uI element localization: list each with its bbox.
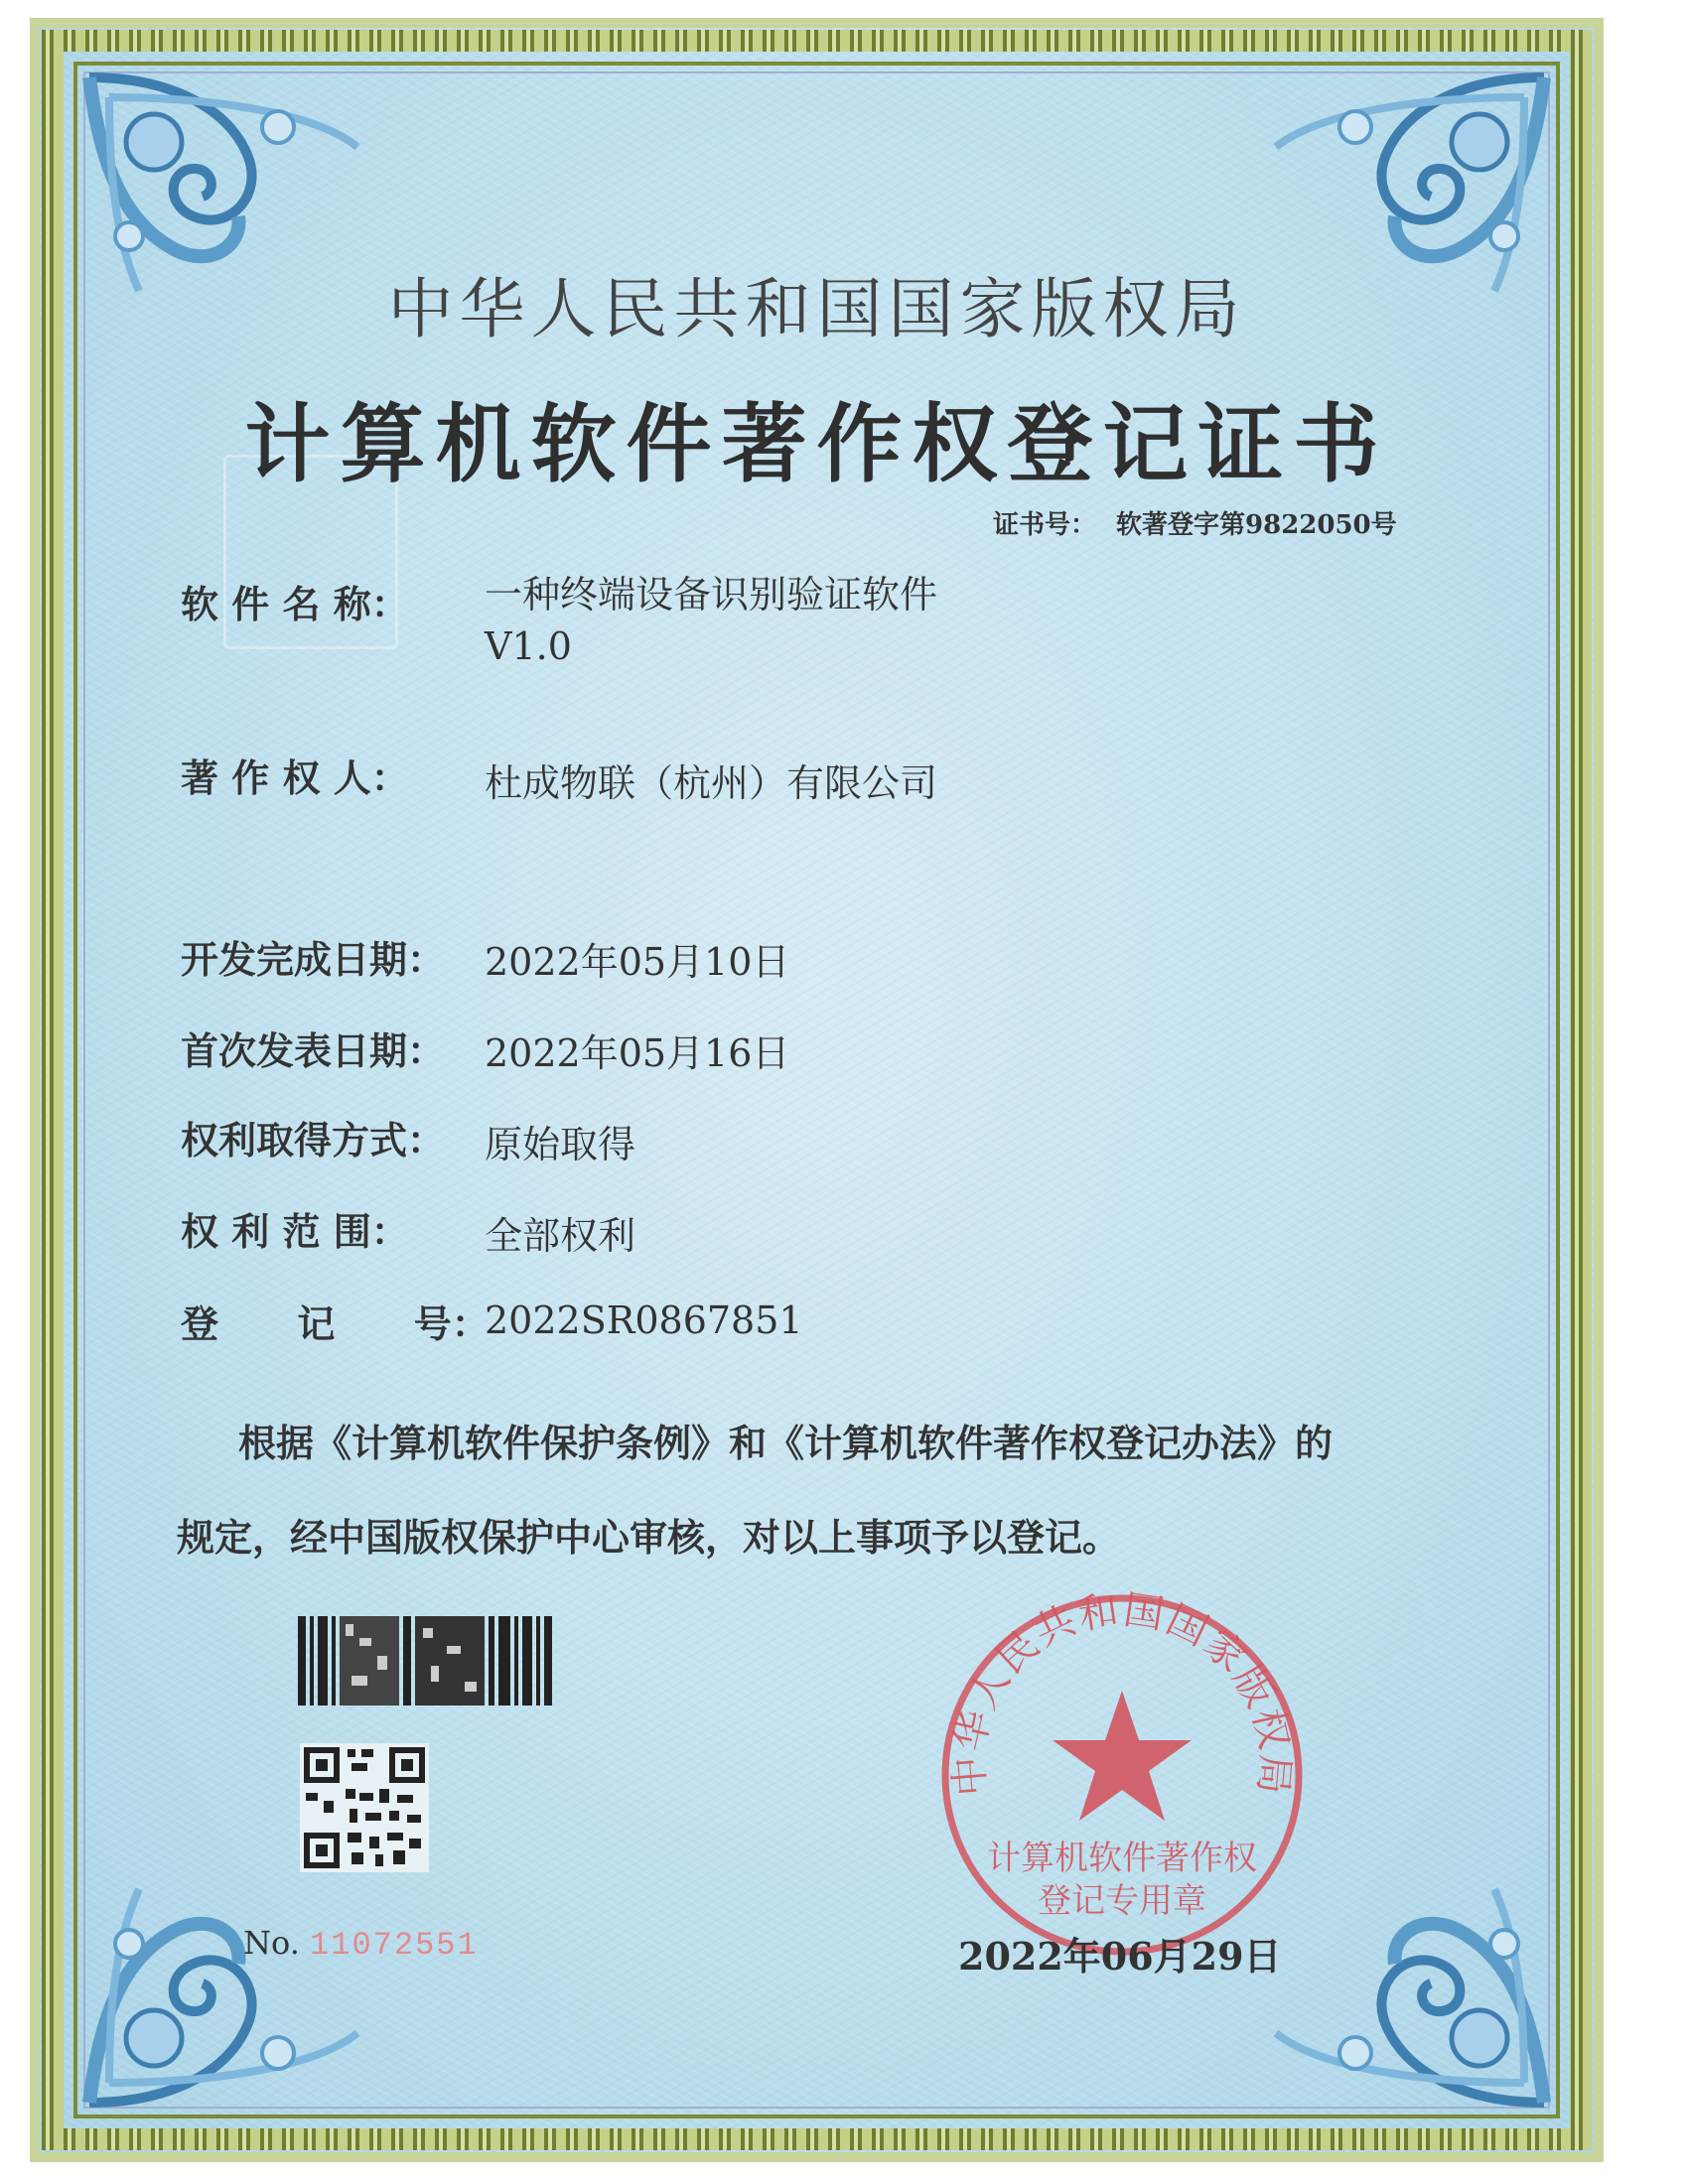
scope-value: 全部权利 [485, 1214, 636, 1258]
certificate-number-label: 证书号： [993, 510, 1097, 540]
certificate-number-value: 软著登字第9822050号 [1116, 510, 1397, 540]
serial-number [243, 1924, 479, 1964]
pub-date-value: 2022年05月16日 [485, 1031, 790, 1075]
serial-label: No. [243, 1924, 300, 1962]
software-name-line2: V1.0 [485, 624, 572, 668]
scope-label: 权 利 范 围： [181, 1209, 409, 1254]
software-name-label: 软 件 名 称： [181, 582, 409, 626]
serial-value: 11072551 [310, 1927, 479, 1964]
pub-date-label: 首次发表日期： [181, 1028, 446, 1073]
reg-no-value: 2022SR0867851 [485, 1298, 803, 1342]
seal-inner-line2: 登记专用章 [1038, 1881, 1206, 1921]
owner-label: 著 作 权 人： [181, 755, 409, 800]
dev-date-value: 2022年05月10日 [485, 940, 790, 984]
acquisition-value: 原始取得 [485, 1123, 636, 1166]
certificate-title: 计算机软件著作权登记证书 [244, 394, 1389, 494]
owner-value: 杜成物联（杭州）有限公司 [485, 761, 938, 805]
official-seal [933, 1586, 1311, 1964]
corner-ornament-bottom-left [79, 1884, 367, 2113]
body-text-line2: 规定，经中国版权保护中心审核，对以上事项予以登记。 [177, 1515, 1121, 1560]
seal-inner-line1: 计算机软件著作权 [987, 1839, 1257, 1878]
certificate-number [993, 504, 1397, 541]
issue-date: 2022年06月29日 [958, 1934, 1282, 1979]
barcode [298, 1616, 561, 1706]
qr-code [300, 1743, 429, 1872]
reg-no-label: 登 记 号： [181, 1301, 490, 1346]
software-name-line1: 一种终端设备识别验证软件 [485, 573, 938, 616]
software-name-value [485, 569, 937, 672]
dev-date-label: 开发完成日期： [181, 937, 446, 982]
seal-outer-text: 中华人民共和国国家版权局 [945, 1586, 1299, 1799]
issuing-agency: 中华人民共和国国家版权局 [387, 271, 1246, 347]
acquisition-label: 权利取得方式： [181, 1118, 446, 1162]
star-icon [1053, 1691, 1192, 1821]
body-text-line1: 根据《计算机软件保护条例》和《计算机软件著作权登记办法》的 [238, 1421, 1334, 1465]
certificate [30, 18, 1604, 2162]
